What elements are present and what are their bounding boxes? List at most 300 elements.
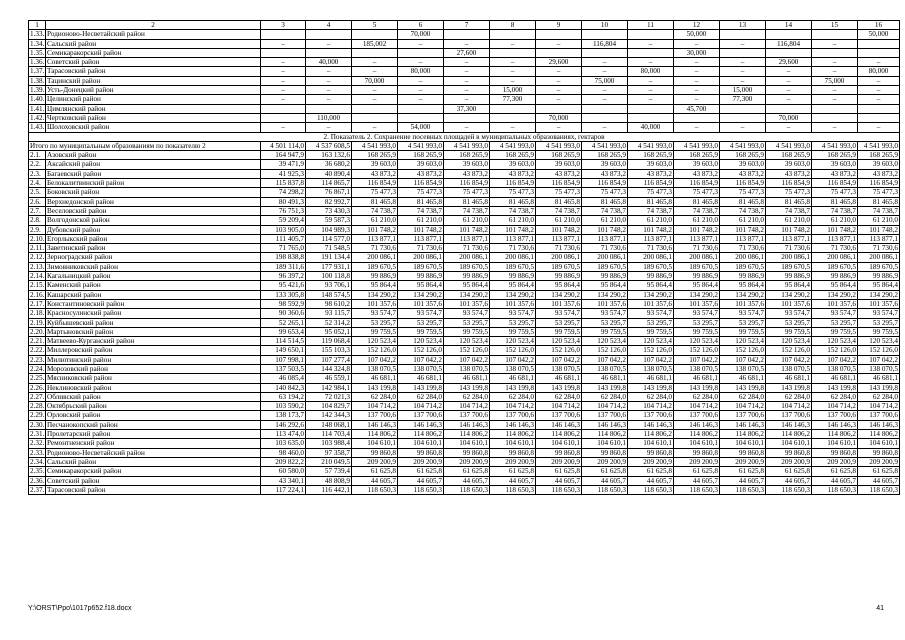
value-cell: 75 477,3 xyxy=(766,188,812,197)
value-cell: 71 730,6 xyxy=(582,244,628,253)
value-cell: 143 199,8 xyxy=(720,383,766,392)
row-number: 2.27. xyxy=(30,392,45,401)
value-cell: 134 290,2 xyxy=(398,290,444,299)
value-cell: 75 477,3 xyxy=(490,188,536,197)
value-cell xyxy=(812,104,858,113)
value-cell: 53 295,7 xyxy=(490,318,536,327)
district-name: Мартыновский район xyxy=(46,327,261,336)
value-cell: 114 703,4 xyxy=(306,430,352,439)
district-name: Песчанокопский район xyxy=(46,420,261,429)
value-cell: 164 947,9 xyxy=(261,151,306,160)
value-cell: 46 681,1 xyxy=(398,374,444,383)
value-cell: 209 200,9 xyxy=(398,457,444,466)
value-cell: 98 592,9 xyxy=(261,299,306,308)
value-cell: 70,000 xyxy=(352,76,398,85)
value-cell: 98 460,0 xyxy=(261,448,306,457)
district-name: Зерноградский район xyxy=(46,253,261,262)
value-cell: 39 603,0 xyxy=(490,160,536,169)
value-cell: 44 605,7 xyxy=(444,476,490,485)
value-cell: 99 886,9 xyxy=(352,272,398,281)
district-name: Пролетарский район xyxy=(46,430,261,439)
value-cell: 104 714,2 xyxy=(444,402,490,411)
value-cell: 53 295,7 xyxy=(812,318,858,327)
value-cell: 39 603,0 xyxy=(720,160,766,169)
value-cell: 101 748,2 xyxy=(490,225,536,234)
value-cell: 46 681,1 xyxy=(352,374,398,383)
value-cell xyxy=(261,104,306,113)
value-cell: 74 738,7 xyxy=(720,206,766,215)
value-cell: 134 290,2 xyxy=(812,290,858,299)
value-cell: – xyxy=(261,58,306,67)
row-number: 2.26. xyxy=(30,383,45,392)
value-cell xyxy=(720,30,766,39)
value-cell: 107 042,2 xyxy=(812,355,858,364)
column-number: 12 xyxy=(674,21,720,30)
value-cell: 116 854,9 xyxy=(398,179,444,188)
row-number: 1.41. xyxy=(30,104,45,113)
value-cell: 209 200,9 xyxy=(490,457,536,466)
value-cell: 101 357,6 xyxy=(490,299,536,308)
value-cell: 62 284,0 xyxy=(444,392,490,401)
district-name: Азовский район xyxy=(46,151,261,160)
value-cell: 107 042,2 xyxy=(720,355,766,364)
column-number: 11 xyxy=(628,21,674,30)
table-row xyxy=(29,402,900,411)
value-cell: 134 290,2 xyxy=(628,290,674,299)
value-cell: 138 070,5 xyxy=(444,364,490,373)
value-cell: 113 877,1 xyxy=(398,234,444,243)
value-cell: – xyxy=(812,39,858,48)
value-cell xyxy=(766,30,812,39)
value-cell: 62 284,0 xyxy=(536,392,582,401)
value-cell: 104 610,1 xyxy=(536,439,582,448)
table-row xyxy=(29,355,900,364)
row-number: 2.1. xyxy=(29,151,46,160)
value-cell: – xyxy=(812,67,858,76)
district-name: Советский район xyxy=(46,476,261,485)
table-row xyxy=(29,113,900,122)
value-cell: 44 605,7 xyxy=(720,476,766,485)
table-row xyxy=(29,309,900,318)
value-cell: 61 625,8 xyxy=(674,467,720,476)
value-cell: 101 748,2 xyxy=(812,225,858,234)
value-cell: 96 397,2 xyxy=(261,272,306,281)
value-cell: 137 700,6 xyxy=(674,411,720,420)
row-number: 2.18. xyxy=(30,309,45,318)
row-number: 2.20. xyxy=(30,327,45,336)
value-cell: – xyxy=(306,86,352,95)
district-name: Красносулинский район xyxy=(46,309,261,318)
value-cell xyxy=(261,48,306,57)
value-cell xyxy=(582,104,628,113)
value-cell: 101 357,6 xyxy=(398,299,444,308)
value-cell: 62 284,0 xyxy=(766,392,812,401)
table-row xyxy=(29,485,900,494)
value-cell: 81 465,8 xyxy=(720,197,766,206)
value-cell: – xyxy=(628,95,674,104)
value-cell: 101 357,6 xyxy=(536,299,582,308)
value-cell: 113 877,1 xyxy=(490,234,536,243)
value-cell: 104 714,2 xyxy=(398,402,444,411)
value-cell: 119 068,4 xyxy=(306,337,352,346)
value-cell xyxy=(628,48,674,57)
value-cell: 99 886,9 xyxy=(812,272,858,281)
value-cell: – xyxy=(261,76,306,85)
total-value: 4 541 993,0 xyxy=(812,141,858,150)
district-name: Сальский район xyxy=(46,457,261,466)
table-row xyxy=(29,151,900,160)
value-cell: 209 200,9 xyxy=(674,457,720,466)
value-cell: 143 199,8 xyxy=(490,383,536,392)
table-row xyxy=(29,420,900,429)
value-cell: 104 714,2 xyxy=(582,402,628,411)
value-cell: 59 587,3 xyxy=(306,216,352,225)
value-cell: – xyxy=(628,86,674,95)
value-cell: 104 610,1 xyxy=(766,439,812,448)
value-cell: 189 670,5 xyxy=(352,262,398,271)
value-cell: 61 625,8 xyxy=(720,467,766,476)
value-cell: 152 126,0 xyxy=(352,346,398,355)
value-cell xyxy=(812,48,858,57)
value-cell xyxy=(398,104,444,113)
value-cell: 93 574,7 xyxy=(352,309,398,318)
value-cell xyxy=(536,48,582,57)
value-cell: 116,804 xyxy=(766,39,812,48)
value-cell: 62 284,0 xyxy=(812,392,858,401)
table-row xyxy=(29,457,900,466)
value-cell xyxy=(674,113,720,122)
table-row xyxy=(29,448,900,457)
table-row xyxy=(29,411,900,420)
value-cell: 118 650,3 xyxy=(628,485,674,494)
value-cell: 40,000 xyxy=(628,123,674,132)
value-cell: 152 126,0 xyxy=(490,346,536,355)
table-row xyxy=(29,318,900,327)
value-cell: 168 265,9 xyxy=(444,151,490,160)
district-name: Милютинский район xyxy=(46,355,261,364)
district-name: Родионово-Несветайский район xyxy=(46,448,261,457)
table-row xyxy=(29,86,900,95)
value-cell xyxy=(352,104,398,113)
value-cell: 114 806,2 xyxy=(628,430,674,439)
value-cell: – xyxy=(398,76,444,85)
value-cell: 209 200,9 xyxy=(858,457,900,466)
value-cell: 43 873,2 xyxy=(444,169,490,178)
table-row xyxy=(29,244,900,253)
value-cell: 100 118,8 xyxy=(306,272,352,281)
row-number: 1.38. xyxy=(30,76,45,85)
value-cell: 80,000 xyxy=(628,67,674,76)
value-cell: 72 021,3 xyxy=(306,392,352,401)
value-cell: 75 477,3 xyxy=(582,188,628,197)
value-cell: 75 477,3 xyxy=(536,188,582,197)
value-cell: – xyxy=(398,86,444,95)
value-cell: 70,000 xyxy=(536,113,582,122)
value-cell: 107 042,2 xyxy=(628,355,674,364)
value-cell: 62 284,0 xyxy=(352,392,398,401)
value-cell: 143 199,8 xyxy=(398,383,444,392)
value-cell: 81 465,8 xyxy=(582,197,628,206)
value-cell: 200 086,1 xyxy=(352,253,398,262)
value-cell: 43 873,2 xyxy=(720,169,766,178)
value-cell: 61 210,0 xyxy=(536,216,582,225)
value-cell: 152 126,0 xyxy=(444,346,490,355)
row-number: 2.15. xyxy=(30,281,45,290)
value-cell: 104 610,1 xyxy=(398,439,444,448)
table-row xyxy=(29,30,900,39)
value-cell: 43 873,2 xyxy=(582,169,628,178)
value-cell xyxy=(628,104,674,113)
value-cell: – xyxy=(812,86,858,95)
value-cell: 46 681,1 xyxy=(812,374,858,383)
value-cell: – xyxy=(536,95,582,104)
value-cell: 114 806,2 xyxy=(444,430,490,439)
value-cell: – xyxy=(398,95,444,104)
value-cell: 95 052,1 xyxy=(306,327,352,336)
value-cell: 99 860,8 xyxy=(858,448,900,457)
value-cell: 44 605,7 xyxy=(628,476,674,485)
value-cell: 43 873,2 xyxy=(628,169,674,178)
row-number: 2.6. xyxy=(29,197,46,206)
value-cell: 46 681,1 xyxy=(536,374,582,383)
value-cell: 152 126,0 xyxy=(628,346,674,355)
value-cell: 71 730,6 xyxy=(490,244,536,253)
value-cell: – xyxy=(261,123,306,132)
value-cell: 200 086,1 xyxy=(628,253,674,262)
value-cell: 74 738,7 xyxy=(490,206,536,215)
value-cell: 95 864,4 xyxy=(536,281,582,290)
value-cell: 107 042,2 xyxy=(536,355,582,364)
value-cell xyxy=(858,39,900,48)
value-cell: 118 650,3 xyxy=(858,485,900,494)
table-row xyxy=(29,374,900,383)
value-cell: 138 070,5 xyxy=(720,364,766,373)
value-cell: 61 625,8 xyxy=(766,467,812,476)
value-cell: – xyxy=(628,39,674,48)
value-cell: 71 730,6 xyxy=(858,244,900,253)
value-cell: 95 864,4 xyxy=(628,281,674,290)
value-cell: 134 290,2 xyxy=(582,290,628,299)
value-cell: 52 265,1 xyxy=(261,318,306,327)
value-cell: 71 548,5 xyxy=(306,244,352,253)
value-cell: 209 200,9 xyxy=(812,457,858,466)
value-cell: 143 199,8 xyxy=(582,383,628,392)
value-cell: 138 070,5 xyxy=(628,364,674,373)
value-cell: 53 295,7 xyxy=(398,318,444,327)
value-cell: 114 806,2 xyxy=(766,430,812,439)
value-cell: 95 864,4 xyxy=(812,281,858,290)
value-cell: 134 290,2 xyxy=(720,290,766,299)
row-number: 2.9. xyxy=(29,225,46,234)
table-row xyxy=(29,290,900,299)
value-cell: 116 854,9 xyxy=(812,179,858,188)
value-cell: – xyxy=(352,58,398,67)
value-cell: 137 700,6 xyxy=(720,411,766,420)
value-cell: 99 759,5 xyxy=(536,327,582,336)
value-cell: 61 625,8 xyxy=(398,467,444,476)
table-row xyxy=(29,337,900,346)
row-number: 2.21. xyxy=(30,337,45,346)
value-cell: 116 854,9 xyxy=(444,179,490,188)
value-cell: 93 574,7 xyxy=(398,309,444,318)
value-cell: 137 503,5 xyxy=(261,364,306,373)
value-cell: – xyxy=(352,95,398,104)
value-cell: 152 126,0 xyxy=(858,346,900,355)
value-cell: 43 873,2 xyxy=(766,169,812,178)
value-cell: 200 086,1 xyxy=(444,253,490,262)
value-cell: 104 610,1 xyxy=(674,439,720,448)
value-cell: 107 042,2 xyxy=(582,355,628,364)
value-cell: 81 465,8 xyxy=(352,197,398,206)
value-cell: 146 146,3 xyxy=(490,420,536,429)
value-cell: 40 890,4 xyxy=(306,169,352,178)
value-cell: 200 086,1 xyxy=(582,253,628,262)
value-cell: 71 730,6 xyxy=(766,244,812,253)
value-cell: 120 523,4 xyxy=(582,337,628,346)
value-cell: – xyxy=(490,58,536,67)
column-number: 5 xyxy=(352,21,398,30)
value-cell: 118 650,3 xyxy=(812,485,858,494)
district-name: Морозовский район xyxy=(46,364,261,373)
value-cell: 44 605,7 xyxy=(352,476,398,485)
value-cell: – xyxy=(766,123,812,132)
district-name: Аксайский район xyxy=(46,160,261,169)
value-cell: 113 877,1 xyxy=(352,234,398,243)
table-row xyxy=(29,76,900,85)
district-name: Семикаракорский район xyxy=(46,48,261,57)
value-cell: – xyxy=(858,95,900,104)
row-number: 2.30. xyxy=(30,420,45,429)
value-cell: – xyxy=(490,67,536,76)
value-cell: 107 042,2 xyxy=(398,355,444,364)
value-cell: 142 984,1 xyxy=(306,383,352,392)
value-cell: 93 574,7 xyxy=(674,309,720,318)
value-cell: 44 605,7 xyxy=(674,476,720,485)
value-cell xyxy=(536,104,582,113)
value-cell: 104 610,1 xyxy=(490,439,536,448)
district-name: Чертковский район xyxy=(46,113,261,122)
value-cell: 104 714,2 xyxy=(536,402,582,411)
table-row xyxy=(29,58,900,67)
value-cell: – xyxy=(812,58,858,67)
value-cell: 15,000 xyxy=(720,86,766,95)
value-cell: 45,700 xyxy=(674,104,720,113)
value-cell: 81 465,8 xyxy=(490,197,536,206)
value-cell: – xyxy=(398,39,444,48)
value-cell: 104 714,2 xyxy=(766,402,812,411)
value-cell xyxy=(582,30,628,39)
value-cell: 70,000 xyxy=(398,30,444,39)
section-title: 2. Показатель 2. Сохранение посевных площадей в муниципальных образованиях, гектаров xyxy=(29,132,900,141)
value-cell: – xyxy=(582,95,628,104)
value-cell: 99 759,5 xyxy=(766,327,812,336)
total-label: Итого по муниципальным образованиям по показателю 2 xyxy=(29,141,261,150)
value-cell xyxy=(812,113,858,122)
table-row xyxy=(29,160,900,169)
value-cell xyxy=(720,48,766,57)
value-cell: 61 625,8 xyxy=(858,467,900,476)
value-cell: 134 290,2 xyxy=(766,290,812,299)
district-name: Усть-Донецкий район xyxy=(46,86,261,95)
value-cell: 120 523,4 xyxy=(674,337,720,346)
total-value: 4 541 993,0 xyxy=(398,141,444,150)
value-cell: 116 442,1 xyxy=(306,485,352,494)
row-number: 2.32. xyxy=(30,439,45,448)
column-number: 9 xyxy=(536,21,582,30)
value-cell: 43 873,2 xyxy=(536,169,582,178)
value-cell: 114 806,2 xyxy=(490,430,536,439)
value-cell: – xyxy=(674,86,720,95)
value-cell: 99 860,8 xyxy=(490,448,536,457)
value-cell: – xyxy=(444,86,490,95)
value-cell: 39 603,0 xyxy=(628,160,674,169)
value-cell xyxy=(536,30,582,39)
value-cell: 15,000 xyxy=(490,86,536,95)
value-cell: 103 590,2 xyxy=(261,402,306,411)
value-cell: 101 748,2 xyxy=(398,225,444,234)
value-cell: 137 700,6 xyxy=(858,411,900,420)
value-cell: 53 295,7 xyxy=(766,318,812,327)
value-cell: 137 700,6 xyxy=(444,411,490,420)
value-cell: – xyxy=(766,95,812,104)
value-cell: 104 610,1 xyxy=(628,439,674,448)
value-cell: 95 864,4 xyxy=(766,281,812,290)
value-cell: 99 759,5 xyxy=(720,327,766,336)
value-cell: 81 465,8 xyxy=(628,197,674,206)
value-cell: 99 759,5 xyxy=(812,327,858,336)
value-cell: 101 748,2 xyxy=(444,225,490,234)
value-cell: 95 864,4 xyxy=(490,281,536,290)
value-cell: 46 681,1 xyxy=(444,374,490,383)
value-cell: 46 681,1 xyxy=(720,374,766,383)
value-cell: 59 209,4 xyxy=(261,216,306,225)
value-cell: 44 605,7 xyxy=(582,476,628,485)
value-cell: 74 738,7 xyxy=(398,206,444,215)
value-cell: 74 738,7 xyxy=(536,206,582,215)
value-cell: – xyxy=(858,76,900,85)
value-cell: – xyxy=(536,123,582,132)
value-cell: – xyxy=(858,123,900,132)
value-cell: 134 290,2 xyxy=(674,290,720,299)
value-cell: – xyxy=(444,76,490,85)
value-cell: – xyxy=(444,39,490,48)
value-cell: 99 860,8 xyxy=(536,448,582,457)
value-cell: 146 292,6 xyxy=(261,420,306,429)
value-cell: 93 574,7 xyxy=(490,309,536,318)
value-cell: – xyxy=(812,95,858,104)
value-cell: 95 864,4 xyxy=(674,281,720,290)
value-cell: 43 873,2 xyxy=(812,169,858,178)
value-cell: 46 681,1 xyxy=(766,374,812,383)
value-cell: 209 200,9 xyxy=(720,457,766,466)
value-cell: 74 738,7 xyxy=(674,206,720,215)
district-name: Неклиновский район xyxy=(46,383,261,392)
value-cell: 137 700,6 xyxy=(490,411,536,420)
value-cell: 61 210,0 xyxy=(674,216,720,225)
district-name: Шолоховский район xyxy=(46,123,261,132)
value-cell: 39 603,0 xyxy=(444,160,490,169)
value-cell xyxy=(766,48,812,57)
value-cell: 71 730,6 xyxy=(536,244,582,253)
value-cell: – xyxy=(582,67,628,76)
value-cell: 81 465,8 xyxy=(398,197,444,206)
row-number: 2.25. xyxy=(30,374,45,383)
value-cell: 81 465,8 xyxy=(812,197,858,206)
value-cell: 117 224,1 xyxy=(261,485,306,494)
value-cell: 61 625,8 xyxy=(444,467,490,476)
value-cell: 146 146,3 xyxy=(812,420,858,429)
table-row xyxy=(29,39,900,48)
